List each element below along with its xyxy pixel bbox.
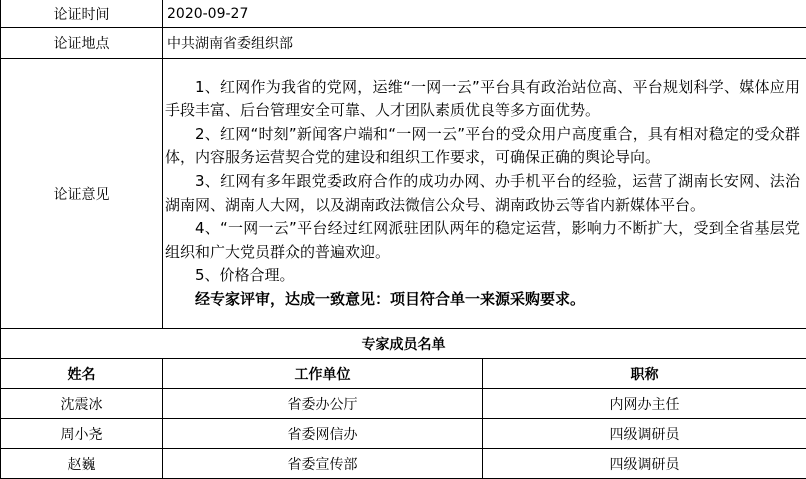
expert-name: 赵巍 xyxy=(1,449,163,479)
opinion-paragraph-2: 2、红网“时刻”新闻客户端和“一网一云”平台的受众用户高度重合，具有相对稳定的受众群体，内容服务运营契合党的建设和组织工作要求，可确保正确的舆论导向。 xyxy=(165,124,800,167)
time-label: 论证时间 xyxy=(1,0,163,28)
opinion-paragraph-5: 5、价格合理。 xyxy=(195,266,295,285)
expert-title: 内网办主任 xyxy=(483,389,806,419)
opinion-conclusion: 经专家评审，达成一致意见：项目符合单一来源采购要求。 xyxy=(195,289,586,308)
row-opinion xyxy=(1,59,806,329)
opinion-paragraph-3: 3、红网有多年跟党委政府合作的成功办网、办手机平台的经验，运营了湖南长安网、法治湖南网、湖南人大网，以及湖南政法微信公众号、湖南政协云等省内新媒体平台。 xyxy=(165,171,800,214)
column-header-title: 职称 xyxy=(483,359,806,389)
time-value: 2020-09-27 xyxy=(163,0,806,28)
column-header-unit: 工作单位 xyxy=(163,359,483,389)
place-label: 论证地点 xyxy=(1,28,163,59)
column-header-name: 姓名 xyxy=(1,359,163,389)
row-column-headers xyxy=(1,359,806,389)
row-time xyxy=(1,0,806,28)
expert-unit: 省委宣传部 xyxy=(163,449,483,479)
opinion-label: 论证意见 xyxy=(1,59,163,329)
row-place xyxy=(1,28,806,59)
place-value: 中共湖南省委组织部 xyxy=(163,28,806,59)
table-row xyxy=(1,389,806,419)
expert-unit: 省委办公厅 xyxy=(163,389,483,419)
expert-name: 沈震冰 xyxy=(1,389,163,419)
opinion-paragraph-4: 4、“一网一云”平台经过红网派驻团队两年的稳定运营，影响力不断扩大，受到全省基层党组织和广大党员群众的普遍欢迎。 xyxy=(165,219,800,261)
expert-name: 周小尧 xyxy=(1,419,163,449)
experts-title: 专家成员名单 xyxy=(1,329,806,359)
expert-title: 四级调研员 xyxy=(483,419,806,449)
row-experts-title xyxy=(1,329,806,359)
table-row xyxy=(1,419,806,449)
table-row xyxy=(1,449,806,479)
opinion-paragraph-1: 1、红网作为我省的党网，运维“一网一云”平台具有政治站位高、平台规划科学、媒体应用手段丰富、后台管理安全可靠、人才团队素质优良等多方面优势。 xyxy=(165,77,800,120)
expert-title: 四级调研员 xyxy=(483,449,806,479)
opinion-content xyxy=(163,59,806,329)
expert-unit: 省委网信办 xyxy=(163,419,483,449)
